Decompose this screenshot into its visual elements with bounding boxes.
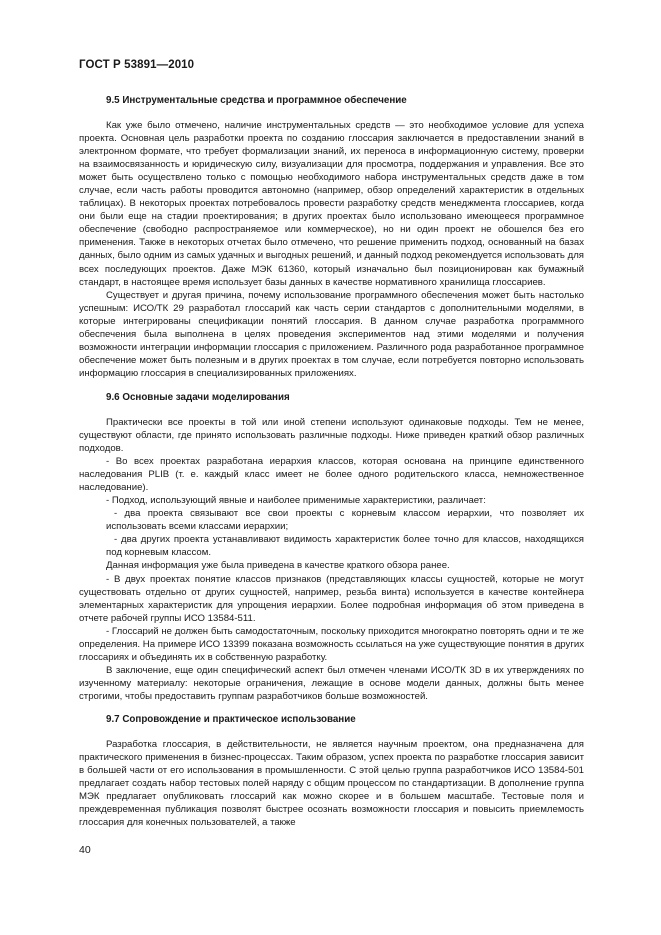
section-heading-9-5: 9.5 Инструментальные средства и программное обеспечение <box>106 95 407 106</box>
list-item: - В двух проектах понятие классов признаков (представляющих классы сущностей, которые не могут существовать отдельно от других сущностей, например, резьба винта) используется в качестве контейнера элементарных характеристик для упрощения иерархии. Более подробная информация об этом приведена в отчете рабочей группы ИСО 13584-511. <box>79 573 584 624</box>
list-item: - Глоссарий не должен быть самодостаточным, поскольку приходится многократно повторять одни и те же определения. На примере ИСО 13399 показана возможность ссылаться на уже существующие понятия в других глоссариях и объединять их в собственную разработку. <box>79 625 584 663</box>
paragraph: Разработка глоссария, в действительности, не является научным проектом, она предназначена для практического применения в бизнес-процессах. Таким образом, успех проекта по разработке глоссария зависит в большей части от его использования в промышленности. С этой целью группа разработчиков ИСО 13584-501 предлагает создать набор тестовых полей наряду с общим процессом по стандартизации. В дополнение группа МЭК предлагает опубликовать глоссарий как можно скорее и в большем масштабе. Тестовые поля и преждевременная публикация позволят быстрее осознать возможности глоссария и повысить приемлемость глоссария для конечных пользователей, а также <box>79 738 584 829</box>
document-header: ГОСТ Р 53891—2010 <box>79 59 195 71</box>
paragraph: В заключение, еще один специфический аспект был отмечен членами ИСО/ТК 3D в их утверждениях по изученному материалу: некоторые ограничения, лежащие в основе модели данных, должны быть менее строгими, чтобы предоставить группам разработчиков больше возможностей. <box>79 664 584 702</box>
page-number: 40 <box>79 844 91 856</box>
paragraph: Данная информация уже была приведена в качестве краткого обзора ранее. <box>106 560 450 572</box>
paragraph: Практически все проекты в той или иной степени используют одинаковые подходы. Тем не менее, существуют области, где принято использовать различные подходы. Ниже приведен краткий обзор различных подходов. <box>79 416 584 455</box>
list-item: - Во всех проектах разработана иерархия классов, которая основана на принципе единственного наследования PLIB (т. е. каждый класс имеет не более одного родительского класса, немножественное наследование). <box>79 456 584 494</box>
paragraph: Существует и другая причина, почему использование программного обеспечения может быть настолько успешным: ИСО/ТК 29 разработал глоссарий как часть серии стандартов с дополнительными моделями, в которые интегрированы спецификации понятий глоссария. В данном случае разработка программного обеспечения была выполнена в целях проведения экспериментов над этими моделями и получения возможности интеграции информации глоссария с приложением. Различного рода разработанное программное обеспечение может быть полезным и в других проектах в том случае, если потребуется повторно использовать информацию глоссария в специализированных приложениях. <box>79 289 584 379</box>
document-body <box>79 94 584 829</box>
paragraph: Как уже было отмечено, наличие инструментальных средств — это необходимое условие для успеха проекта. Основная цель разработки проекта по созданию глоссария заключается в предоставлении знаний в электронном формате, что требует формализации знаний, их переноса в информационную систему, проверки на взаимосвязанность и юридическую силу, визуализации для просмотра, поддержания и управления. Все это может быть осуществлено только с помощью необходимого набора инструментальных средств даже в том случае, если часть работы проводится автономно (например, обзор определений характеристик в отдельных таблицах). В некоторых проектах потребовалось провести разработку средств менеджмента глоссариев, когда они были еще на стадии проектирования; в других проектах было использовано имеющееся программное обеспечение (свободно распространяемое или коммерческое), но ни один проект не обошелся без его применения. Также в некоторых отчетах было отмечено, что решение применить подход, основанный на базах данных, было одним из самых удачных и выгодных решений, и данный подход рекомендуется использовать для всех последующих проектов. Даже МЭК 61360, который изначально был позиционирован как бумажный стандарт, в настоящее время использует базы данных в качестве нормативного хранилища глоссариев. <box>79 120 584 288</box>
sub-list-item: - два других проекта устанавливают видимость характеристик более точно для классов, находящихся под корневым классом. <box>106 534 584 559</box>
section-heading-9-6: 9.6 Основные задачи моделирования <box>106 391 290 403</box>
sub-list-item: - два проекта связывают все свои проекты с корневым классом иерархии, что позволяет их использовать всеми классами иерархии; <box>106 508 584 533</box>
list-item: - Подход, использующий явные и наиболее применимые характеристики, различает: <box>106 495 486 507</box>
section-heading-9-7: 9.7 Сопровождение и практическое использование <box>106 713 356 725</box>
